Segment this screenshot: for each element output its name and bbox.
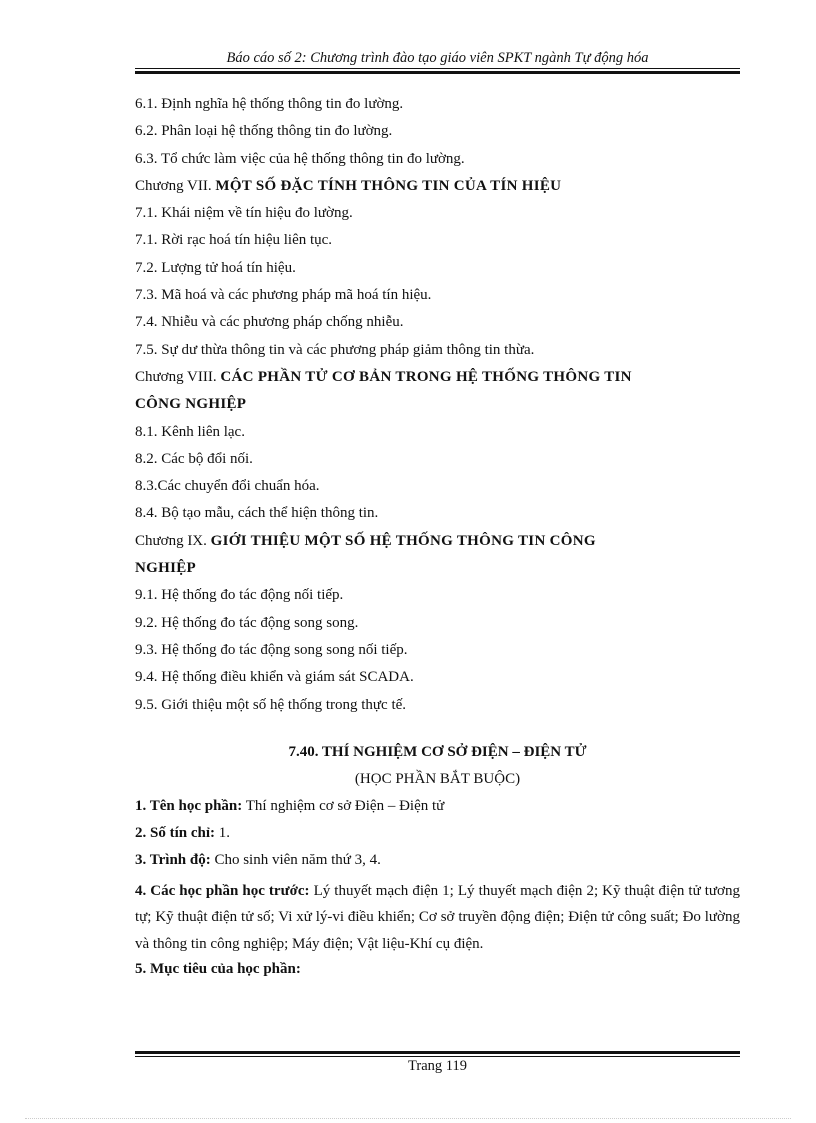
footer-rule [135,1051,740,1057]
field-prerequisites [135,878,740,958]
page-number: Trang 119 [408,1058,467,1074]
list-item: 6.2. Phân loại hệ thống thông tin đo lường. [135,123,393,140]
list-item: 9.5. Giới thiệu một số hệ thống trong thực tế. [135,696,407,713]
chapter-title: MỘT SỐ ĐẶC TÍNH THÔNG TIN CỦA TÍN HIỆU [215,177,562,194]
list-9 [135,583,740,719]
chapter-prefix: Chương VIII. [135,368,217,385]
list-item: 8.3.Các chuyển đổi chuẩn hóa. [135,478,320,495]
list-8 [135,420,740,529]
field-value: Cho sinh viên năm thứ 3, 4. [210,852,381,869]
list-item: 7.3. Mã hoá và các phương pháp mã hoá tín hiệu. [135,287,432,304]
field-level [135,848,740,875]
page-header: Báo cáo số 2: Chương trình đào tạo giáo viên SPKT ngành Tự động hóa [226,50,649,66]
list-item: 7.2. Lượng tử hoá tín hiệu. [135,259,296,276]
field-label: 2. Số tín chỉ: [135,825,216,842]
header-rule [135,68,740,74]
list-item: 9.1. Hệ thống đo tác động nối tiếp. [135,587,344,604]
list-item: 8.2. Các bộ đổi nối. [135,450,253,467]
list-item: 8.4. Bộ tạo mẫu, cách thể hiện thông tin. [135,505,379,522]
field-label: 4. Các học phần học trước: [135,882,310,899]
field-label: 3. Trình độ: [135,852,211,869]
field-label: 1. Tên học phần: [135,797,243,814]
list-item: 6.3. Tổ chức làm việc của hệ thống thông tin đo lường. [135,150,465,167]
chapter-title: CÁC PHẦN TỬ CƠ BẢN TRONG HỆ THỐNG THÔNG TIN [220,368,632,385]
list-6 [135,92,740,174]
list-item: 9.4. Hệ thống điều khiển và giám sát SCADA. [135,669,414,686]
chapter-8-heading [135,365,740,420]
section-title: 7.40. THÍ NGHIỆM CƠ SỞ ĐIỆN – ĐIỆN TỬ [288,743,587,760]
chapter-prefix: Chương IX. [135,532,207,549]
field-label: 5. Mục tiêu của học phần: [135,961,301,978]
chapter-title-cont: CÔNG NGHIỆP [135,396,247,413]
field-course-name [135,794,740,821]
chapter-9-heading [135,529,740,584]
list-7 [135,201,740,365]
section-subtitle: (HỌC PHẦN BẮT BUỘC) [354,770,521,787]
page-edge-divider [25,1118,791,1119]
list-item: 7.5. Sự dư thừa thông tin và các phương pháp giảm thông tin thừa. [135,341,535,358]
chapter-prefix: Chương VII. [135,177,212,194]
field-value: Thí nghiệm cơ sở Điện – Điện tử [242,797,445,814]
chapter-title-cont: NGHIỆP [135,560,196,577]
field-credits [135,821,740,848]
field-objectives [135,957,740,984]
field-value: 1. [215,825,231,842]
list-item: 6.1. Định nghĩa hệ thống thông tin đo lường. [135,96,404,112]
list-item: 9.2. Hệ thống đo tác động song song. [135,614,359,631]
chapter-7-heading [135,174,740,201]
list-item: 7.4. Nhiễu và các phương pháp chống nhiễu. [135,314,404,331]
field-value: Lý thuyết mạch điện 1; Lý thuyết mạch điện 2; Kỹ thuật điện tử tương tự; Kỹ thuật điện tử số; Vi xử lý-vi điều khiển; Cơ sở truyền động điện; Điện tử công suất; Đo lường và thông tin công nghiệp; Máy điện; Vật liệu-Khí cụ điện. [135,882,740,952]
chapter-title: GIỚI THIỆU MỘT SỐ HỆ THỐNG THÔNG TIN CÔNG [210,532,596,549]
list-item: 7.1. Rời rạc hoá tín hiệu liên tục. [135,232,333,249]
list-item: 7.1. Khái niệm về tín hiệu đo lường. [135,205,353,222]
list-item: 9.3. Hệ thống đo tác động song song nối tiếp. [135,641,408,658]
list-item: 8.1. Kênh liên lạc. [135,423,245,440]
page-content [135,92,740,985]
